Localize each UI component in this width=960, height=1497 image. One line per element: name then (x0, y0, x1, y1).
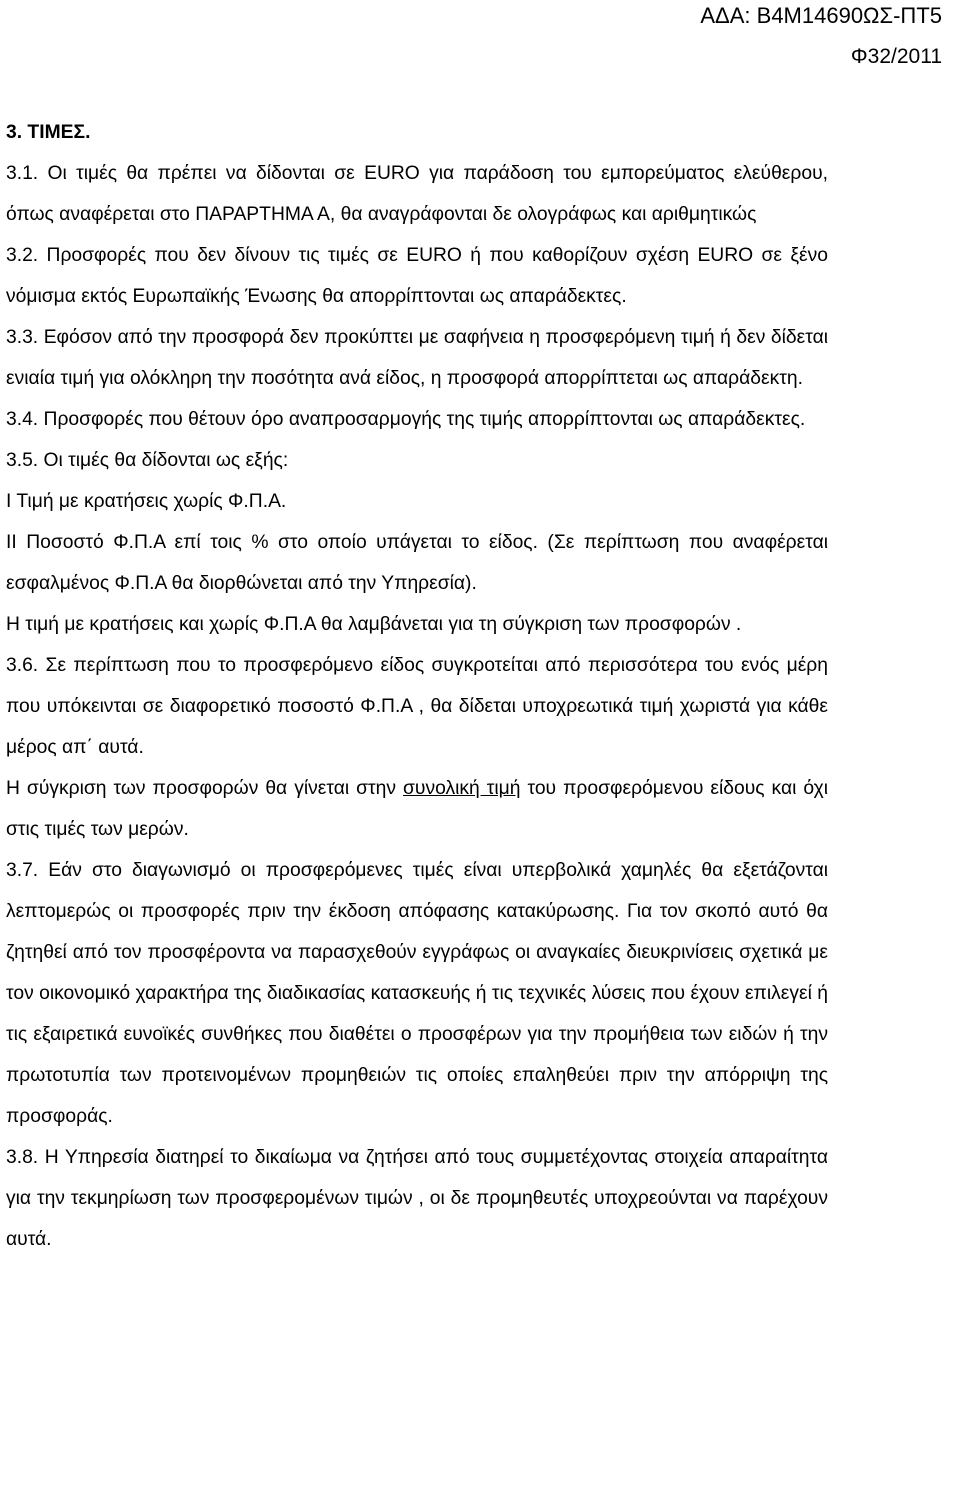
comparison-text-start: Η σύγκριση των προσφορών θα γίνεται στην (6, 778, 404, 799)
paragraph-3-6-comparison (6, 768, 828, 850)
paragraph-3-4: 3.4. Προσφορές που θέτουν όρο αναπροσαρμογής της τιμής απορρίπτονται ως απαράδεκτες. (6, 409, 806, 430)
total-price-underlined: συνολική τιμή (403, 778, 521, 799)
paragraph-3-5-item-i: Ι Τιμή με κρατήσεις χωρίς Φ.Π.Α. (6, 491, 287, 512)
paragraph-3-3: 3.3. Εφόσον από την προσφορά δεν προκύπτει με σαφήνεια η προσφερόμενη τιμή ή δεν δίδεται ενιαία τιμή για ολόκληρη την ποσότητα ανά είδος, η προσφορά απορρίπτεται ως απαράδεκτη. (6, 327, 828, 389)
paragraph-3-2: 3.2. Προσφορές που δεν δίνουν τις τιμές σε EURO ή που καθορίζουν σχέση EURO σε ξένο νόμισμα εκτός Ευρωπαϊκής Ένωσης θα απορρίπτονται ως απαράδεκτες. (6, 245, 828, 307)
document-reference-number: Φ32/2011 (850, 45, 942, 68)
document-ada-code: ΑΔΑ: Β4Μ14690ΩΣ-ΠΤ5 (700, 3, 942, 28)
paragraph-3-5-item-ii: ΙΙ Ποσοστό Φ.Π.Α επί τοις % στο οποίο υπάγεται το είδος. (Σε περίπτωση που αναφέρεται εσφαλμένος Φ.Π.Α θα διορθώνεται από την Υπηρεσία). (6, 532, 828, 594)
comparison-text-end: του προσφερόμενου είδους και όχι στις τιμές των μερών. (6, 778, 828, 840)
paragraph-3-5: 3.5. Οι τιμές θα δίδονται ως εξής: (6, 450, 289, 471)
paragraph-3-1: 3.1. Οι τιμές θα πρέπει να δίδονται σε EURO για παράδοση του εμπορεύματος ελεύθερου, όπως αναφέρεται στο ΠΑΡΑΡΤΗΜΑ Α, θα αναγράφονται δε ολογράφως και αριθμητικώς (6, 163, 828, 225)
paragraph-3-7: 3.7. Εάν στο διαγωνισμό οι προσφερόμενες τιμές είναι υπερβολικά χαμηλές θα εξετάζονται λεπτομερώς οι προσφορές πριν την έκδοση απόφασης κατακύρωσης. Για τον σκοπό αυτό θα ζητηθεί από τον προσφέροντα να παρασχεθούν εγγράφως οι αναγκαίες διευκρινίσεις σχετικά με τον οικονομικό χαρακτήρα της διαδικασίας κατασκευής ή τις τεχνικές λύσεις που έχουν επιλεγεί ή τις εξαιρετικά ευνοϊκές συνθήκες που διαθέτει ο προσφέρων για την προμήθεια των ειδών ή την πρωτοτυπία των προτεινομένων προμηθειών τις οποίες επαληθεύει πριν την απόρριψη της προσφοράς. (6, 860, 828, 1127)
document-body (6, 112, 828, 1260)
paragraph-3-6: 3.6. Σε περίπτωση που το προσφερόμενο είδος συγκροτείται από περισσότερα του ενός μέρη που υπόκεινται σε διαφορετικό ποσοστό Φ.Π.Α , θα δίδεται υποχρεωτικά τιμή χωριστά για κάθε μέρος απ΄ αυτά. (6, 655, 828, 758)
paragraph-3-5-note: Η τιμή με κρατήσεις και χωρίς Φ.Π.Α θα λαμβάνεται για τη σύγκριση των προσφορών . (6, 614, 742, 635)
section-title: 3. ΤΙΜΕΣ. (6, 122, 91, 143)
paragraph-3-8: 3.8. Η Υπηρεσία διατηρεί το δικαίωμα να ζητήσει από τους συμμετέχοντας στοιχεία απαραίτητα για την τεκμηρίωση των προσφερομένων τιμών , οι δε προμηθευτές υποχρεούνται να παρέχουν αυτά. (6, 1147, 828, 1250)
